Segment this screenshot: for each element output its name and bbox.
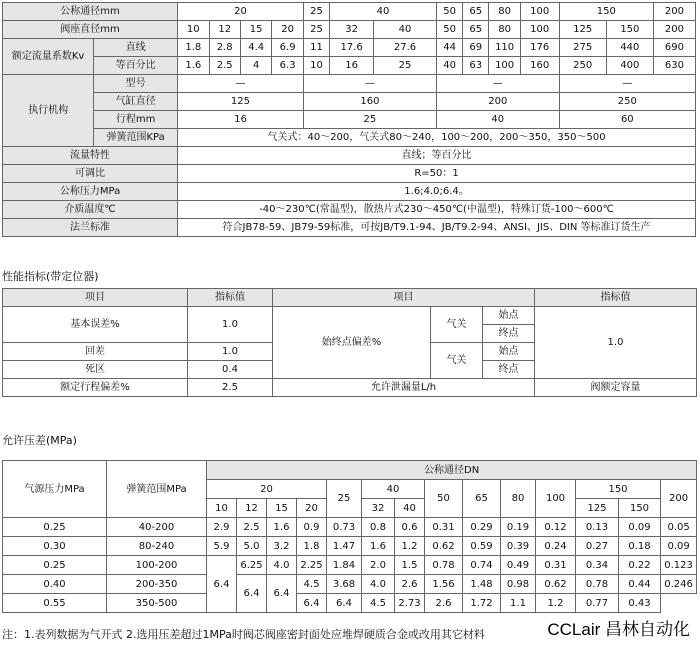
stroke-dev-value: 2.5 — [188, 379, 273, 397]
value-cell: 0.9 — [297, 518, 327, 537]
value-cell: 1.2 — [536, 594, 576, 613]
table-row — [3, 556, 697, 575]
perf-header-row — [3, 289, 697, 307]
leak-value: 阀额定容量 — [535, 379, 697, 397]
value-cell: 0.246 — [661, 575, 697, 594]
value-cell: 1.5 — [395, 556, 425, 575]
value-cell-merged: 6.4 — [207, 556, 237, 613]
air-cell: 0.55 — [3, 594, 107, 613]
value-cell: 0.22 — [619, 556, 661, 575]
value-cell: 5.0 — [237, 537, 267, 556]
value-cell: 1.1 — [501, 594, 536, 613]
value-cell: 1.72 — [463, 594, 501, 613]
kv-cell: 11 — [303, 39, 329, 57]
value-cell: 0.62 — [536, 575, 576, 594]
value-cell: 0.18 — [619, 537, 661, 556]
kv-cell: 27.6 — [374, 39, 437, 57]
diff-header-row — [3, 461, 697, 480]
seat-cell: 25 — [303, 21, 329, 39]
value-cell-merged: 6.4 — [237, 575, 267, 613]
dn-cell: 80 — [501, 480, 536, 518]
dn-cell: 80 — [489, 3, 520, 21]
dn-cell: 200 — [653, 3, 695, 21]
model-cell: — — [559, 75, 695, 93]
dn-cell: 25 — [327, 480, 362, 518]
model-cell: — — [303, 75, 436, 93]
seat-cell: 150 — [619, 499, 661, 518]
diff-title: 允许压差(MPa) — [2, 434, 77, 447]
value-cell: 0.78 — [425, 556, 463, 575]
kv-cell: 2.5 — [209, 57, 240, 75]
value-cell: 0.05 — [661, 518, 697, 537]
cyl-cell: 250 — [559, 93, 695, 111]
dn-cell: 65 — [463, 3, 489, 21]
seat-cell: 150 — [606, 21, 653, 39]
value-cell: 2.5 — [237, 518, 267, 537]
kv-cell: 176 — [520, 39, 559, 57]
start-label: 始点 — [483, 307, 535, 325]
air-cell: 0.40 — [3, 575, 107, 594]
seat-cell: 12 — [237, 499, 267, 518]
seat-cell: 65 — [463, 21, 489, 39]
cyl-label: 气缸直径 — [94, 93, 178, 111]
value-cell: 0.6 — [395, 518, 425, 537]
range-label: 可调比 — [3, 165, 178, 183]
brand-logo: CCLair 昌林自动化 — [545, 615, 692, 640]
dead-label: 死区 — [3, 361, 188, 379]
start-end-label: 始终点偏差% — [273, 307, 431, 379]
pressure-row — [3, 183, 696, 201]
index-header: 指标值 — [188, 289, 273, 307]
table-row — [3, 575, 697, 594]
seat-cell: 40 — [374, 21, 437, 39]
value-cell: 0.74 — [463, 556, 501, 575]
kv-cell: 100 — [489, 57, 520, 75]
spring-value: 气关式：40～200，气关式80～240，100～200，200～350，350～500 — [178, 129, 696, 147]
dn-cell: 65 — [463, 480, 501, 518]
kv-cell: 690 — [653, 39, 695, 57]
value-cell: 0.09 — [661, 537, 697, 556]
value-cell: 6.4 — [297, 594, 327, 613]
stroke-dev-label: 额定行程偏差% — [3, 379, 188, 397]
index-header: 指标值 — [535, 289, 697, 307]
table-row — [3, 518, 697, 537]
end-label: 终点 — [483, 361, 535, 379]
stroke-row — [3, 111, 696, 129]
dn-cell: 100 — [536, 480, 576, 518]
flange-row — [3, 219, 696, 237]
seat-cell: 15 — [267, 499, 297, 518]
spring-label: 弹簧范围KPa — [94, 129, 178, 147]
perf-row — [3, 379, 697, 397]
value-cell-merged: 6.4 — [267, 575, 297, 613]
value-cell: 0.19 — [501, 518, 536, 537]
seat-cell: 125 — [576, 499, 619, 518]
value-cell: 4.5 — [362, 594, 395, 613]
air-cell: 0.30 — [3, 537, 107, 556]
value-cell: 0.59 — [463, 537, 501, 556]
kv-cell: 1.8 — [178, 39, 209, 57]
dn-cell: 40 — [330, 3, 437, 21]
air-close-label: 气关 — [431, 343, 483, 379]
perf-row — [3, 307, 697, 325]
seat-cell: 12 — [209, 21, 240, 39]
value-cell: 0.27 — [576, 537, 619, 556]
value-cell: 2.9 — [207, 518, 237, 537]
flow-char-row — [3, 147, 696, 165]
value-cell: 2.6 — [425, 594, 463, 613]
air-close-label: 气关 — [431, 307, 483, 343]
air-cell: 0.25 — [3, 556, 107, 575]
value-cell: 0.34 — [576, 556, 619, 575]
value-cell: 0.98 — [501, 575, 536, 594]
eqp-label: 等百分比 — [94, 57, 178, 75]
seat-cell: 200 — [653, 21, 695, 39]
kv-cell: 400 — [606, 57, 653, 75]
kv-label: 额定流量系数Kv — [3, 39, 94, 75]
return-value: 1.0 — [188, 343, 273, 361]
value-cell: 0.44 — [619, 575, 661, 594]
value-cell: 1.48 — [463, 575, 501, 594]
value-cell: 3.2 — [267, 537, 297, 556]
value-cell: 1.2 — [395, 537, 425, 556]
kv-cell: 250 — [559, 57, 606, 75]
cyl-cell: 200 — [436, 93, 559, 111]
seat-label: 阀座直径mm — [3, 21, 178, 39]
kv-cell: 69 — [463, 39, 489, 57]
value-cell: 0.78 — [576, 575, 619, 594]
kv-cell: 110 — [489, 39, 520, 57]
value-cell: 6.4 — [327, 594, 362, 613]
spring-cell: 100-200 — [107, 556, 207, 575]
spring-cell: 200-350 — [107, 575, 207, 594]
eqp-row — [3, 57, 696, 75]
value-cell: 0.13 — [576, 518, 619, 537]
seat-cell: 125 — [559, 21, 606, 39]
value-cell: 0.31 — [425, 518, 463, 537]
seat-cell: 80 — [489, 21, 520, 39]
value-cell: 2.25 — [297, 556, 327, 575]
seat-cell: 40 — [395, 499, 425, 518]
value-cell: 0.12 — [536, 518, 576, 537]
value-cell: 0.77 — [576, 594, 619, 613]
kv-cell: 10 — [303, 57, 329, 75]
value-cell: 2.6 — [395, 575, 425, 594]
seat-cell: 32 — [362, 499, 395, 518]
dn-cell: 40 — [362, 480, 425, 499]
kv-cell: 6.3 — [272, 57, 303, 75]
footnote: 注：1.表列数据为气开式 2.选用压差超过1MPa时阀芯阀座密封面处应堆焊硬质合金或改用其它材料 — [2, 628, 485, 641]
value-cell: 0.8 — [362, 518, 395, 537]
model-label: 型号 — [94, 75, 178, 93]
value-cell: 4.0 — [267, 556, 297, 575]
stroke-cell: 60 — [559, 111, 695, 129]
temp-value: -40～230℃(常温型)，散热片式230～450℃(中温型)，特殊订货-100～600℃ — [178, 201, 696, 219]
value-cell: 0.09 — [619, 518, 661, 537]
seat-cell: 15 — [240, 21, 271, 39]
cyl-cell: 125 — [178, 93, 304, 111]
range-row — [3, 165, 696, 183]
seat-cell: 32 — [330, 21, 374, 39]
kv-cell: 4 — [240, 57, 271, 75]
seat-row — [3, 21, 696, 39]
seat-cell: 10 — [178, 21, 209, 39]
perf-table — [2, 288, 697, 397]
spring-cell: 40-200 — [107, 518, 207, 537]
temp-label: 介质温度℃ — [3, 201, 178, 219]
spring-cell: 350-500 — [107, 594, 207, 613]
spring-label: 弹簧范围MPa — [107, 461, 207, 518]
model-cell: — — [178, 75, 304, 93]
basic-error-label: 基本误差% — [3, 307, 188, 343]
item-header: 项目 — [273, 289, 535, 307]
kv-cell: 2.8 — [209, 39, 240, 57]
flow-char-value: 直线；等百分比 — [178, 147, 696, 165]
seat-cell: 20 — [297, 499, 327, 518]
value-cell: 4.0 — [362, 575, 395, 594]
flange-label: 法兰标准 — [3, 219, 178, 237]
dn-cell: 200 — [661, 480, 697, 518]
seat-cell: 10 — [207, 499, 237, 518]
model-row — [3, 75, 696, 93]
value-cell: 4.5 — [297, 575, 327, 594]
kv-cell: 63 — [463, 57, 489, 75]
perf-title: 性能指标(带定位器) — [2, 270, 99, 283]
seat-cell: 100 — [520, 21, 559, 39]
value-cell: 1.6 — [362, 537, 395, 556]
kv-cell: 630 — [653, 57, 695, 75]
value-cell: 0.39 — [501, 537, 536, 556]
end-label: 终点 — [483, 325, 535, 343]
stroke-label: 行程mm — [94, 111, 178, 129]
spring-cell: 80-240 — [107, 537, 207, 556]
kv-cell: 1.6 — [178, 57, 209, 75]
kv-cell: 16 — [330, 57, 374, 75]
value-cell: 0.43 — [619, 594, 661, 613]
linear-row — [3, 39, 696, 57]
value-cell: 0.49 — [501, 556, 536, 575]
kv-cell: 6.9 — [272, 39, 303, 57]
kv-cell: 4.4 — [240, 39, 271, 57]
start-end-value: 1.0 — [535, 307, 697, 379]
dn-cell: 20 — [178, 3, 304, 21]
table-row — [3, 594, 697, 613]
return-label: 回差 — [3, 343, 188, 361]
dn-cell: 50 — [436, 3, 462, 21]
dn-cell: 50 — [425, 480, 463, 518]
stroke-cell: 25 — [303, 111, 436, 129]
start-label: 始点 — [483, 343, 535, 361]
value-cell: 0.31 — [536, 556, 576, 575]
pressure-label: 公称压力MPa — [3, 183, 178, 201]
cyl-cell: 160 — [303, 93, 436, 111]
value-cell: 2.73 — [395, 594, 425, 613]
dead-value: 0.4 — [188, 361, 273, 379]
flange-value: 符合JB78-59、JB79-59标准，可按JB/T9.1-94、JB/T9.2-94、ANSI、JIS、DIN 等标准订货生产 — [178, 219, 696, 237]
flow-char-label: 流量特性 — [3, 147, 178, 165]
spec-table — [2, 2, 696, 237]
kv-cell: 44 — [436, 39, 462, 57]
air-cell: 0.25 — [3, 518, 107, 537]
kv-cell: 440 — [606, 39, 653, 57]
actuator-label: 执行机构 — [3, 75, 94, 147]
dn-cell: 25 — [303, 3, 329, 21]
value-cell: 1.6 — [267, 518, 297, 537]
basic-error-value: 1.0 — [188, 307, 273, 343]
kv-cell: 40 — [436, 57, 462, 75]
value-cell: 5.9 — [207, 537, 237, 556]
value-cell: 1.47 — [327, 537, 362, 556]
seat-cell: 50 — [436, 21, 462, 39]
leak-label: 允许泄漏量L/h — [273, 379, 535, 397]
value-cell: 1.56 — [425, 575, 463, 594]
dn-cell: 150 — [559, 3, 653, 21]
diff-table — [2, 460, 697, 613]
kv-cell: 275 — [559, 39, 606, 57]
pressure-value: 1.6;4.0;6.4。 — [178, 183, 696, 201]
value-cell: 0.24 — [536, 537, 576, 556]
kv-cell: 160 — [520, 57, 559, 75]
value-cell: 0.123 — [661, 556, 697, 575]
value-cell: 1.8 — [297, 537, 327, 556]
value-cell: 0.62 — [425, 537, 463, 556]
dn-label: 公称通径DN — [207, 461, 697, 480]
dn-cell: 150 — [576, 480, 661, 499]
seat-cell: 20 — [272, 21, 303, 39]
air-label: 气源压力MPa — [3, 461, 107, 518]
dn-cell: 20 — [207, 480, 327, 499]
value-cell: 0.29 — [463, 518, 501, 537]
range-value: R=50：1 — [178, 165, 696, 183]
model-cell: — — [436, 75, 559, 93]
dn-cell: 100 — [520, 3, 559, 21]
dn-label: 公称通径mm — [3, 3, 178, 21]
value-cell: 2.0 — [362, 556, 395, 575]
stroke-cell: 16 — [178, 111, 304, 129]
temp-row — [3, 201, 696, 219]
linear-label: 直线 — [94, 39, 178, 57]
item-header: 项目 — [3, 289, 188, 307]
dn-row — [3, 3, 696, 21]
value-cell: 0.73 — [327, 518, 362, 537]
table-row — [3, 537, 697, 556]
value-cell: 1.84 — [327, 556, 362, 575]
value-cell: 6.25 — [237, 556, 267, 575]
value-cell: 3.68 — [327, 575, 362, 594]
kv-cell: 25 — [374, 57, 437, 75]
stroke-cell: 40 — [436, 111, 559, 129]
spring-row — [3, 129, 696, 147]
kv-cell: 17.6 — [330, 39, 374, 57]
cyl-row — [3, 93, 696, 111]
